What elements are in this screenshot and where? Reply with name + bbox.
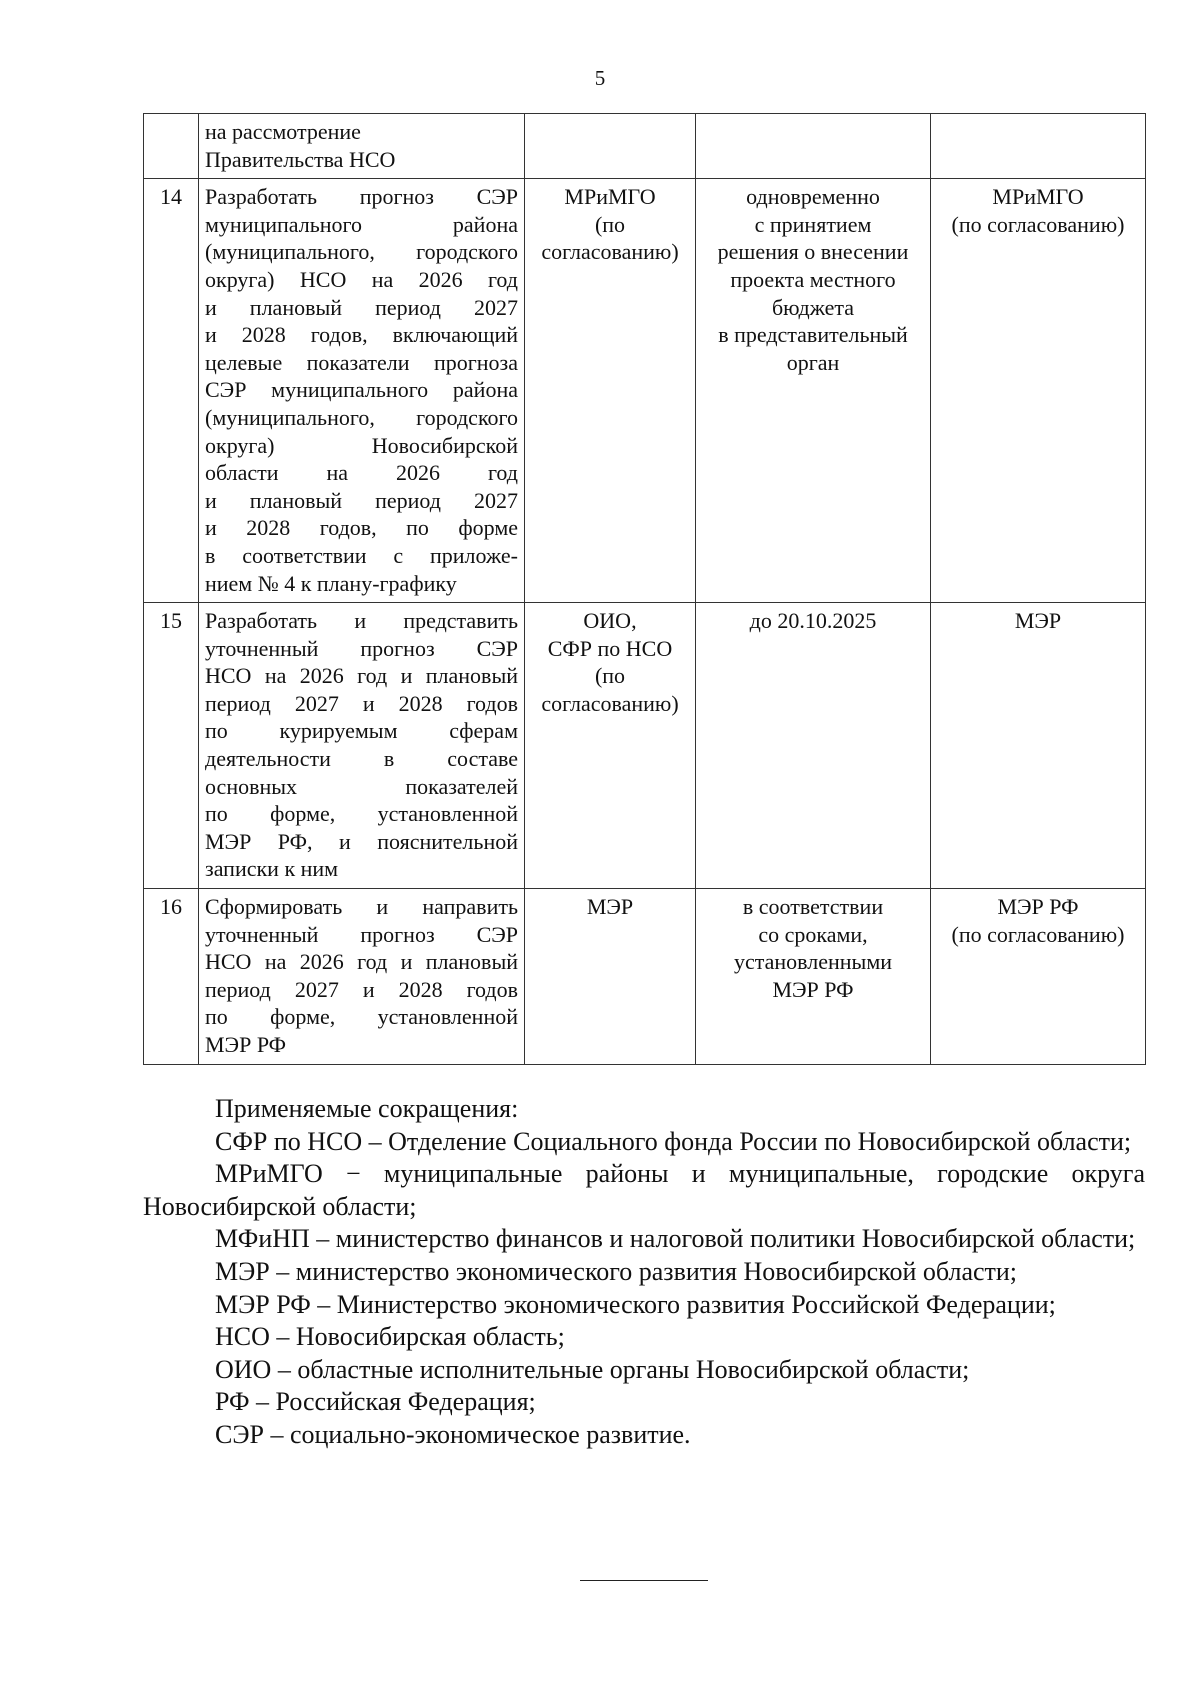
cell-line: Разработать прогноз СЭР xyxy=(205,184,518,210)
deadline-cell xyxy=(696,114,931,179)
abbreviation-item: СФР по НСО – Отделение Социального фонда России по Новосибирской области; xyxy=(215,1126,1132,1156)
cell-line: (по согласованию) xyxy=(951,921,1125,947)
abbreviation-item: НСО – Новосибирская область; xyxy=(215,1322,565,1352)
cell-line: решения о внесении xyxy=(717,239,909,265)
cell-line: с принятием xyxy=(754,211,872,237)
cell-line: МЭР РФ xyxy=(772,976,854,1002)
executor-cell xyxy=(525,114,696,179)
task-cell xyxy=(199,179,525,603)
abbreviation-item: СЭР – социально-экономическое развитие. xyxy=(215,1419,691,1449)
table-row xyxy=(144,603,1146,889)
cell-line: деятельности в составе xyxy=(205,746,518,772)
row-number: 14 xyxy=(144,179,199,603)
cell-line: проекта местного xyxy=(730,266,896,292)
cell-line: по форме, установленной xyxy=(205,801,518,827)
deadline-cell xyxy=(696,179,931,603)
abbreviation-item: МЭР РФ – Министерство экономического развития Российской Федерации; xyxy=(215,1289,1056,1319)
cell-line: по форме, установленной xyxy=(205,1004,518,1030)
abbreviation-item: МЭР – министерство экономического развития Новосибирской области; xyxy=(215,1256,1018,1286)
cell-line: (муниципального, городского xyxy=(205,404,518,430)
cell-line: согласованию) xyxy=(541,239,679,265)
cell-line: в представительный xyxy=(718,322,908,348)
cell-line: ОИО, xyxy=(583,608,637,634)
cell-line: МЭР xyxy=(586,894,634,920)
cell-line: уточненный прогноз СЭР xyxy=(205,635,518,661)
cell-line: и 2028 годов, включающий xyxy=(205,322,518,348)
cell-line: и 2028 годов, по форме xyxy=(205,515,518,541)
end-divider xyxy=(580,1580,708,1581)
cell-line: орган xyxy=(786,349,840,375)
cell-line: нием № 4 к плану-графику xyxy=(205,570,457,596)
cell-line: по курируемым сферам xyxy=(205,718,518,744)
cell-line: основных показателей xyxy=(205,773,518,799)
cell-line: МЭР РФ xyxy=(205,1032,287,1057)
cell-line: в соответствии xyxy=(742,894,884,920)
cell-line: МЭР xyxy=(1014,608,1062,634)
cell-line: одновременно xyxy=(746,184,880,210)
cell-line: и плановый период 2027 xyxy=(205,487,518,513)
cell-line: период 2027 и 2028 годов xyxy=(205,976,518,1002)
cell-line: области на 2026 год xyxy=(205,460,518,486)
row-number: 16 xyxy=(144,889,199,1065)
plan-table xyxy=(143,113,1146,1065)
row-number: 15 xyxy=(144,603,199,889)
deadline-cell xyxy=(696,603,931,889)
cell-line: МЭР РФ xyxy=(997,894,1079,920)
table-row xyxy=(144,179,1146,603)
cell-line: бюджета xyxy=(771,294,855,320)
row-number xyxy=(144,114,199,179)
cell-line: Сформировать и направить xyxy=(205,894,518,920)
deadline-cell xyxy=(696,889,931,1065)
cell-line: Разработать и представить xyxy=(205,608,518,634)
cell-line: МРиМГО xyxy=(992,184,1084,210)
cell-line: (по xyxy=(594,211,626,237)
cell-line: (муниципального, городского xyxy=(205,239,518,265)
cell-line: со сроками, xyxy=(758,921,868,947)
abbreviations-section xyxy=(143,1093,1145,1452)
cell-line: целевые показатели прогноза xyxy=(205,349,518,375)
cell-line: согласованию) xyxy=(541,690,679,716)
cell-line: округа) НСО на 2026 год xyxy=(205,266,518,292)
partner-cell xyxy=(931,603,1146,889)
cell-line: МРиМГО xyxy=(564,184,656,210)
abbreviation-item: РФ – Российская Федерация; xyxy=(215,1387,536,1417)
cell-line: уточненный прогноз СЭР xyxy=(205,921,518,947)
abbreviations-heading: Применяемые сокращения: xyxy=(215,1094,519,1123)
cell-line: период 2027 и 2028 годов xyxy=(205,690,518,716)
cell-line: до 20.10.2025 xyxy=(749,608,877,634)
cell-line: в соответствии с приложе- xyxy=(205,542,518,568)
page-number: 5 xyxy=(594,66,606,90)
cell-line: Правительства НСО xyxy=(205,146,396,172)
cell-line: НСО на 2026 год и плановый xyxy=(205,949,518,975)
cell-line: муниципального района xyxy=(205,211,518,237)
abbreviation-item: МФиНП – министерство финансов и налоговой политики Новосибирской области; xyxy=(215,1224,1136,1254)
table-row xyxy=(144,889,1146,1065)
cell-line: (по xyxy=(594,663,626,689)
cell-line: СФР по НСО xyxy=(547,635,673,661)
cell-line: МЭР РФ, и пояснительной xyxy=(205,828,518,854)
task-cell xyxy=(199,114,525,179)
cell-line: НСО на 2026 год и плановый xyxy=(205,663,518,689)
cell-line: округа) Новосибирской xyxy=(205,432,518,458)
cell-line: записки к ним xyxy=(205,856,339,882)
cell-line: установленными xyxy=(733,949,893,975)
cell-line: (по согласованию) xyxy=(951,211,1125,237)
table-row xyxy=(144,114,1146,179)
executor-cell xyxy=(525,179,696,603)
abbreviation-item: ОИО – областные исполнительные органы Новосибирской области; xyxy=(215,1354,970,1384)
executor-cell xyxy=(525,603,696,889)
cell-line: СЭР муниципального района xyxy=(205,377,518,403)
partner-cell xyxy=(931,889,1146,1065)
cell-line: и плановый период 2027 xyxy=(205,294,518,320)
task-cell xyxy=(199,889,525,1065)
task-cell xyxy=(199,603,525,889)
partner-cell xyxy=(931,114,1146,179)
cell-line: на рассмотрение xyxy=(205,119,361,144)
abbreviation-item: МРиМГО − муниципальные районы и муниципальные, городские округа Новосибирской области; xyxy=(143,1159,1145,1221)
partner-cell xyxy=(931,179,1146,603)
executor-cell xyxy=(525,889,696,1065)
